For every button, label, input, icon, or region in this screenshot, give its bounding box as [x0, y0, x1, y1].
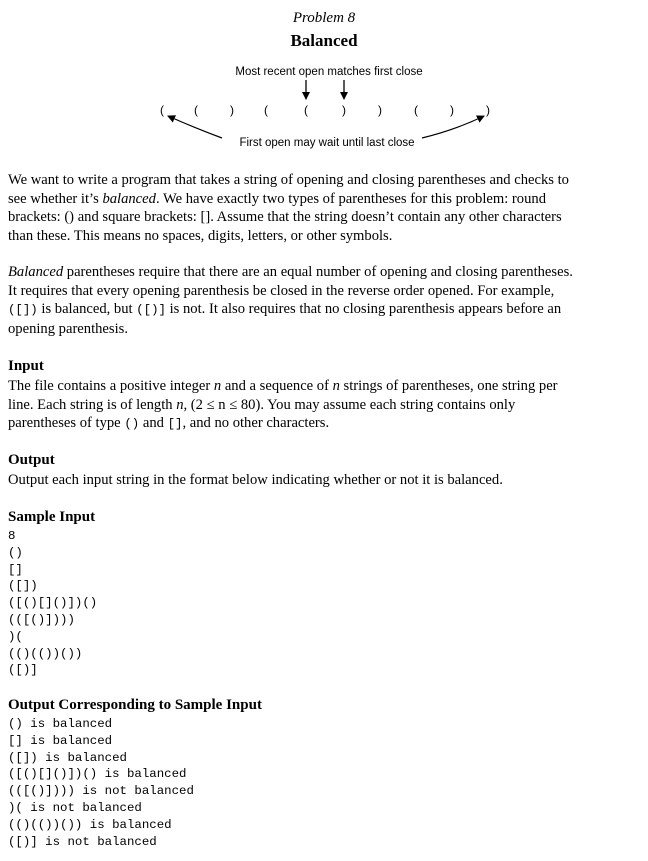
sample-input-line: ([()[]()])() [8, 596, 98, 611]
sample-input-line: [] [8, 562, 23, 577]
sample-input-line: 8 [8, 529, 16, 543]
balanced-line: Balanced parentheses require that there are an equal number of opening and closing parentheses. [8, 264, 573, 280]
sample-output-line: () is balanced [8, 717, 113, 731]
sample-input-heading: Sample Input [8, 509, 96, 525]
sample-output-block [8, 716, 194, 850]
sample-input-block [8, 528, 97, 679]
sample-input-line: (()(())()) [8, 646, 83, 661]
output-text: Output each input string in the format below indicating whether or not it is balanced. [8, 472, 503, 488]
input-paragraph [8, 377, 638, 434]
sample-input-line: (([()]))) [8, 612, 75, 627]
bottom-caption: First open may wait until last close [239, 137, 415, 149]
balanced-line: It requires that every opening parenthesis be closed in the reverse order opened. For example, [8, 282, 555, 299]
sample-output-heading: Output Corresponding to Sample Input [8, 697, 262, 713]
diagram-paren: ) [342, 103, 346, 117]
input-line: The file contains a positive integer n and a sequence of n strings of parentheses, one string per [8, 378, 558, 394]
sample-output-line: ([()[]()])() is balanced [8, 767, 187, 782]
sample-input-line: ([]) [8, 579, 38, 594]
balanced-line: opening parenthesis. [8, 320, 128, 337]
input-line: line. Each string is of length n, (2 ≤ n ≤ 80). You may assume each string contains only [8, 396, 516, 413]
sample-input-line: ([)] [8, 663, 38, 678]
balanced-line: ([]) is balanced, but ([)] is not. It also requires that no closing parenthesis appears before an [8, 301, 562, 318]
diagram-paren: ( [194, 103, 198, 117]
sample-input-line: )( [8, 629, 23, 644]
output-heading: Output [8, 452, 55, 468]
sample-output-line: ([)] is not balanced [8, 834, 157, 849]
diagram-paren: ) [450, 103, 454, 117]
sample-output-line: (()(())()) is balanced [8, 817, 172, 832]
intro-line: see whether it’s balanced. We have exactly two types of parentheses for this problem: round [8, 190, 546, 207]
sample-input-line: () [8, 545, 23, 560]
intro-line: brackets: () and square brackets: []. Assume that the string doesn’t contain any other characters [8, 209, 562, 226]
paren-row [160, 103, 490, 117]
sample-output-line: [] is balanced [8, 733, 113, 748]
page-title: Balanced [290, 31, 358, 50]
diagram-paren: ( [264, 103, 268, 117]
diagram-paren: ) [378, 103, 382, 117]
diagram-paren: ( [160, 103, 164, 117]
sample-output-line: )( is not balanced [8, 800, 142, 815]
input-line: parentheses of type () and [], and no other characters. [8, 415, 330, 432]
intro-paragraph [8, 171, 638, 245]
sample-output-line: (([()]))) is not balanced [8, 784, 194, 799]
diagram-paren: ( [304, 103, 308, 117]
input-heading: Input [8, 358, 44, 374]
top-caption: Most recent open matches first close [235, 66, 423, 78]
balanced-paragraph [8, 263, 638, 338]
matching-diagram [0, 58, 648, 150]
curve-arrow-left [168, 116, 222, 138]
curve-arrow-right [422, 116, 484, 138]
intro-line: We want to write a program that takes a string of opening and closing parentheses and checks to [8, 172, 569, 188]
intro-line: than these. This means no spaces, digits, letters, or other symbols. [8, 227, 393, 244]
diagram-paren: ) [486, 103, 490, 117]
diagram-paren: ) [230, 103, 234, 117]
problem-label: Problem 8 [292, 10, 356, 26]
sample-output-line: ([]) is balanced [8, 750, 127, 765]
diagram-paren: ( [414, 103, 418, 117]
